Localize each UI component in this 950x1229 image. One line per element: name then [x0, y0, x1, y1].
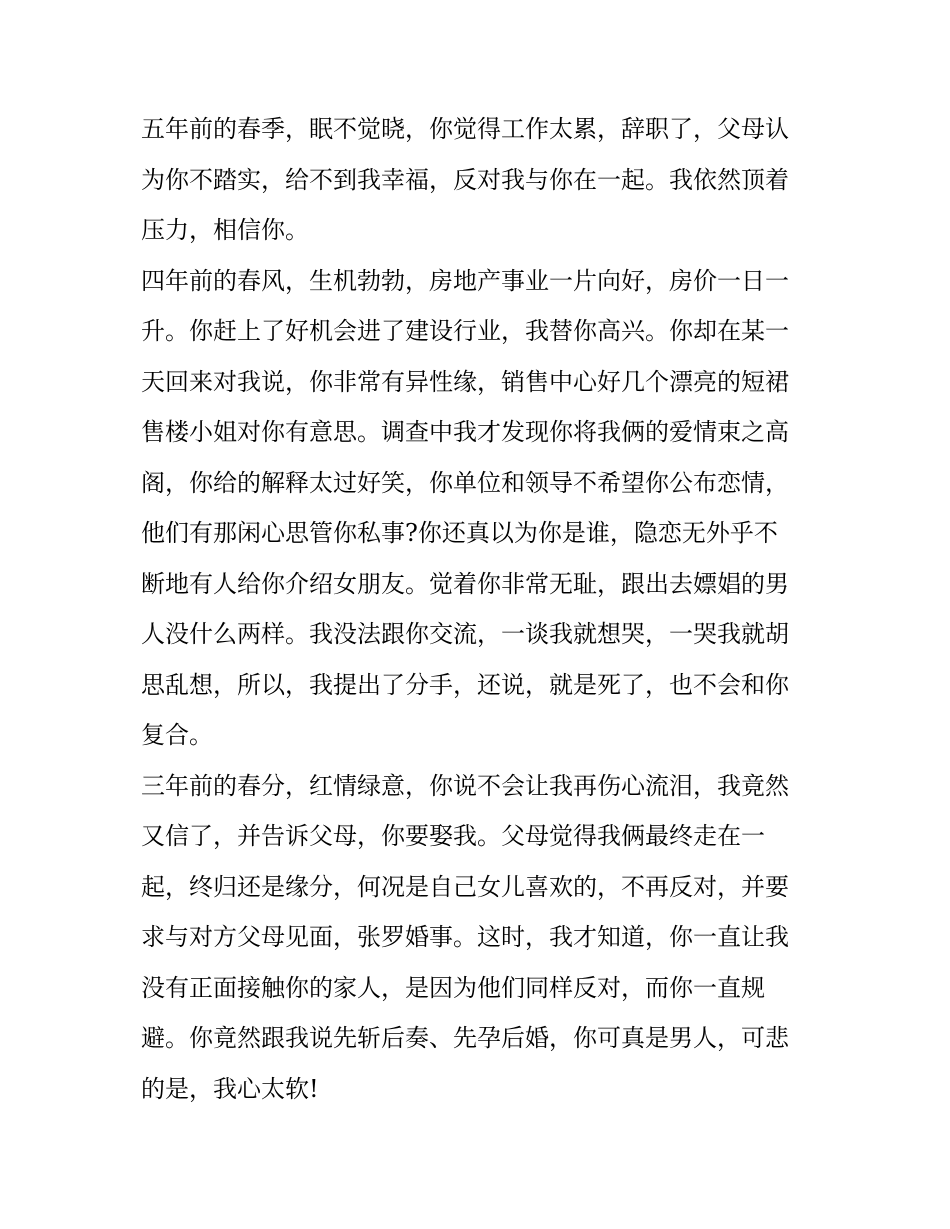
- text-line: 他们有那闲心思管你私事?你还真以为你是谁，隐恋无外乎不: [141, 519, 778, 547]
- text-line: 售楼小姐对你有意思。调查中我才发现你将我俩的爱情束之高: [141, 418, 789, 446]
- text-line: 思乱想，所以，我提出了分手，还说，就是死了，也不会和你: [141, 670, 789, 699]
- text-line: 为你不踏实，给不到我幸福，反对我与你在一起。我依然顶着: [141, 165, 789, 194]
- text-line: 升。你赶上了好机会进了建设行业，我替你高兴。你却在某一: [141, 317, 789, 345]
- text-line: 起，终归还是缘分，何况是自己女儿喜欢的，不再反对，并要: [141, 872, 789, 901]
- text-line: 复合。: [141, 721, 213, 749]
- text-line: 五年前的春季，眠不觉晓，你觉得工作太累，辞职了，父母认: [141, 115, 789, 143]
- text-line: 的是，我心太软!: [141, 1074, 319, 1103]
- text-line: 天回来对我说，你非常有异性缘，销售中心好几个漂亮的短裙: [141, 367, 789, 396]
- paragraph-four-years-ago: [141, 256, 813, 761]
- text-line: 断地有人给你介绍女朋友。觉着你非常无耻，跟出去嫖娼的男: [141, 569, 789, 598]
- text-line: 人没什么两样。我没法跟你交流，一谈我就想哭，一哭我就胡: [141, 620, 789, 648]
- text-line: 阁，你给的解释太过好笑，你单位和领导不希望你公布恋情，: [141, 468, 789, 497]
- text-line: 没有正面接触你的家人，是因为他们同样反对，而你一直规: [141, 973, 765, 1002]
- text-line: 三年前的春分，红情绿意，你说不会让我再伤心流泪，我竟然: [141, 771, 789, 800]
- paragraph-three-years-ago: [141, 761, 813, 1115]
- document-body: [141, 104, 813, 1114]
- text-line: 压力，相信你。: [141, 216, 309, 244]
- text-line: 求与对方父母见面，张罗婚事。这时，我才知道，你一直让我: [141, 923, 789, 951]
- paragraph-five-years-ago: [141, 104, 813, 256]
- text-line: 又信了，并告诉父母，你要娶我。父母觉得我俩最终走在一: [141, 822, 765, 850]
- text-line: 四年前的春风，生机勃勃，房地产事业一片向好，房价一日一: [141, 266, 789, 295]
- text-line: 避。你竟然跟我说先斩后奏、先孕后婚，你可真是男人，可悲: [141, 1024, 789, 1052]
